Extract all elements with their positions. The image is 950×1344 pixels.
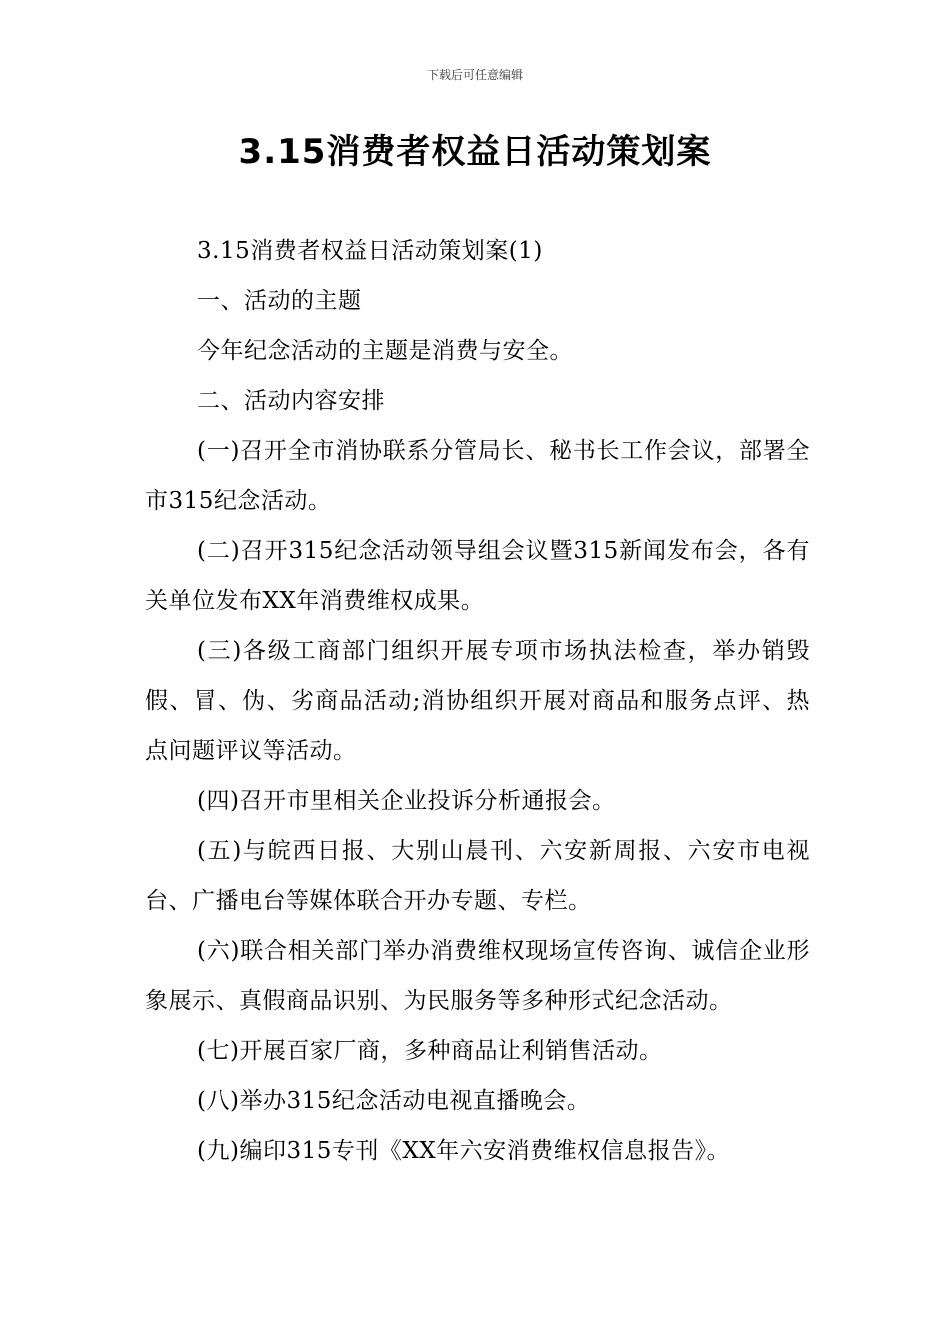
list-item: (九)编印315专刊《XX年六安消费维权信息报告》。 (197, 1138, 731, 1164)
paragraph: 今年纪念活动的主题是消费与安全。 (197, 338, 573, 364)
subtitle-paragraph: 3.15消费者权益日活动策划案(1) (197, 238, 543, 264)
document-body (145, 226, 810, 1176)
list-item: (三)各级工商部门组织开展专项市场执法检查，举办销毁假、冒、伪、劣商品活动;消协组织开展对商品和服务点评、热点问题评议等活动。 (145, 638, 810, 764)
list-item: (六)联合相关部门举办消费维权现场宣传咨询、诚信企业形象展示、真假商品识别、为民服务等多种形式纪念活动。 (145, 938, 810, 1014)
list-item: (四)召开市里相关企业投诉分析通报会。 (197, 788, 616, 814)
list-item: (一)召开全市消协联系分管局长、秘书长工作会议，部署全市315纪念活动。 (145, 438, 810, 514)
document-title: 3.15消费者权益日活动策划案 (238, 132, 712, 172)
list-item: (八)举办315纪念活动电视直播晚会。 (197, 1088, 591, 1114)
list-item: (二)召开315纪念活动领导组会议暨315新闻发布会，各有关单位发布XX年消费维权成果。 (145, 538, 810, 614)
list-item: (七)开展百家厂商，多种商品让利销售活动。 (197, 1038, 663, 1064)
page-header: 下载后可任意编辑 (426, 68, 523, 82)
section-heading-arrangement: 二、活动内容安排 (197, 388, 385, 414)
section-heading-theme: 一、活动的主题 (197, 288, 362, 314)
list-item: (五)与皖西日报、大别山晨刊、六安新周报、六安市电视台、广播电台等媒体联合开办专题、专栏。 (145, 838, 810, 914)
